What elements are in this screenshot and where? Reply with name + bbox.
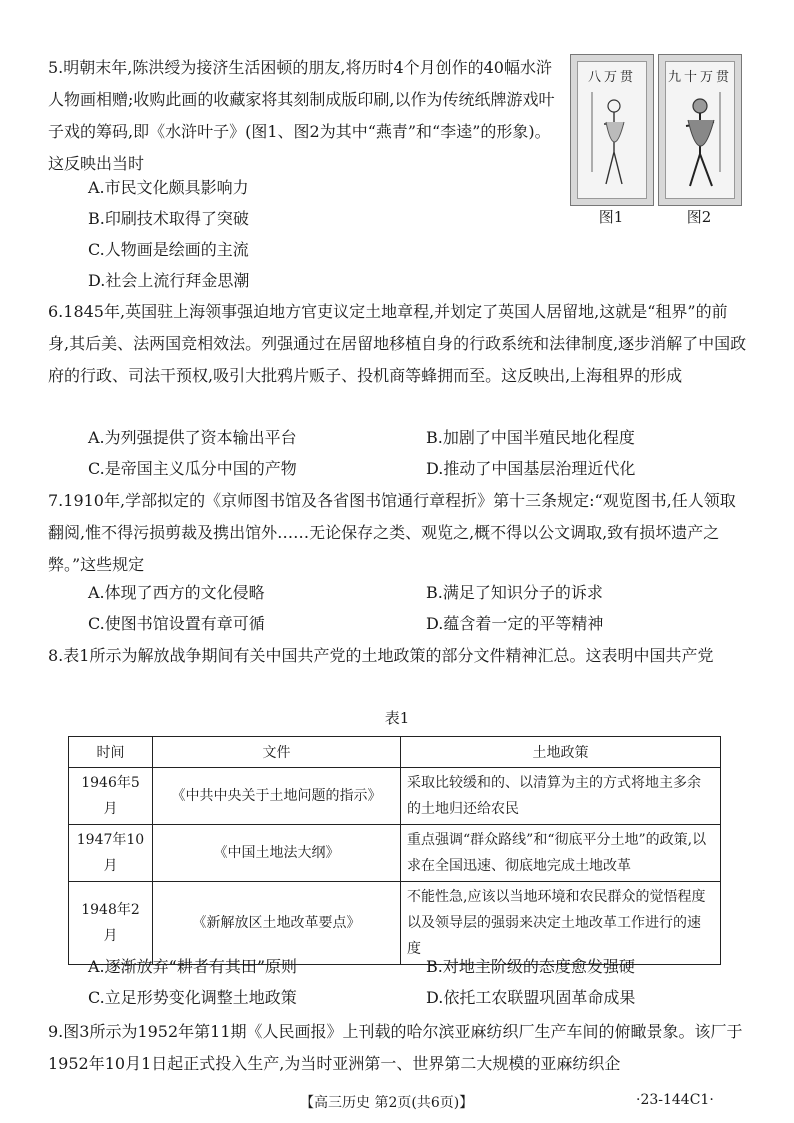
table-cell-policy: 采取比较缓和的、以清算为主的方式将地主多余的土地归还给农民 bbox=[401, 768, 721, 825]
figure-1-caption: 图1 bbox=[598, 208, 624, 226]
table-header-document: 文件 bbox=[153, 737, 401, 768]
q6-option-c: C.是帝国主义瓜分中国的产物 bbox=[88, 459, 297, 478]
question-8 bbox=[48, 640, 748, 672]
figure-1-title: 八万贯 bbox=[587, 70, 636, 85]
question-7 bbox=[48, 485, 748, 581]
q8-option-c: C.立足形势变化调整土地政策 bbox=[88, 988, 297, 1007]
question-5 bbox=[48, 52, 558, 180]
figure-1-yanqing bbox=[570, 54, 654, 206]
q5-option-b: B.印刷技术取得了突破 bbox=[88, 209, 249, 228]
land-policy-table bbox=[68, 736, 721, 965]
table-header-row bbox=[69, 737, 721, 768]
q7-option-d: D.蕴含着一定的平等精神 bbox=[426, 614, 604, 633]
q5-option-c: C.人物画是绘画的主流 bbox=[88, 240, 249, 259]
table-header-policy: 土地政策 bbox=[401, 737, 721, 768]
q5-option-d: D.社会上流行拜金思潮 bbox=[88, 271, 250, 290]
q5-option-a: A.市民文化颇具影响力 bbox=[88, 178, 249, 197]
q6-option-d: D.推动了中国基层治理近代化 bbox=[426, 459, 636, 478]
table-header-time: 时间 bbox=[69, 737, 153, 768]
table-cell-policy: 不能性急,应该以当地环境和农民群众的觉悟程度以及领导层的强弱来决定土地改革工作进行的速度 bbox=[401, 882, 721, 965]
question-9-stem: 9.图3所示为1952年第11期《人民画报》上刊载的哈尔滨亚麻纺织厂生产车间的俯瞰景象。该厂于1952年10月1日起正式投入生产,为当时亚洲第一、世界第二大规模的亚麻纺织企 bbox=[48, 1022, 743, 1073]
question-6 bbox=[48, 296, 748, 392]
figure-2-title: 九十万贯 bbox=[667, 70, 732, 85]
question-9 bbox=[48, 1016, 748, 1080]
table-cell-time: 1946年5月 bbox=[69, 768, 153, 825]
q8-option-d: D.依托工农联盟巩固革命成果 bbox=[426, 988, 636, 1007]
figure-2-likui bbox=[658, 54, 742, 206]
q7-option-a: A.体现了西方的文化侵略 bbox=[88, 583, 265, 602]
table-cell-time: 1947年10月 bbox=[69, 825, 153, 882]
question-5-stem: 5.明朝末年,陈洪绶为接济生活困顿的朋友,将历时4个月创作的40幅水浒人物画相赠;收购此画的收藏家将其刻制成版印刷,以作为传统纸牌游戏叶子戏的筹码,即《水浒叶子》(图1、图2为其中“燕青”和“李逵”的形象)。这反映出当时 bbox=[48, 58, 555, 173]
q7-option-b: B.满足了知识分子的诉求 bbox=[426, 583, 603, 602]
question-8-stem: 8.表1所示为解放战争期间有关中国共产党的土地政策的部分文件精神汇总。这表明中国共产党 bbox=[48, 646, 714, 665]
q8-option-b: B.对地主阶级的态度愈发强硬 bbox=[426, 957, 635, 976]
table-cell-time: 1948年2月 bbox=[69, 882, 153, 965]
table-cell-policy: 重点强调“群众路线”和“彻底平分土地”的政策,以求在全国迅速、彻底地完成土地改革 bbox=[401, 825, 721, 882]
table-1-caption: 表1 bbox=[384, 709, 410, 727]
footer-page-info: 【高三历史 第2页(共6页)】 bbox=[300, 1095, 474, 1111]
table-row bbox=[69, 768, 721, 825]
q6-option-a: A.为列强提供了资本输出平台 bbox=[88, 428, 297, 447]
q8-option-a: A.逐渐放弃“耕者有其田”原则 bbox=[88, 957, 298, 976]
table-cell-document: 《中共中央关于土地问题的指示》 bbox=[153, 768, 401, 825]
q5-figures bbox=[566, 54, 746, 230]
table-row bbox=[69, 825, 721, 882]
footer-code: ·23-144C1· bbox=[636, 1092, 714, 1108]
figure-2-caption: 图2 bbox=[686, 208, 712, 226]
table-cell-document: 《中国土地法大纲》 bbox=[153, 825, 401, 882]
question-7-stem: 7.1910年,学部拟定的《京师图书馆及各省图书馆通行章程折》第十三条规定:“观览图书,任人领取翻阅,惟不得污损剪裁及携出馆外……无论保存之类、观览之,概不得以公文调取,致有损坏遗产之弊。”这些规定 bbox=[48, 491, 736, 574]
q6-option-b: B.加剧了中国半殖民地化程度 bbox=[426, 428, 635, 447]
figure-2-illustration bbox=[666, 62, 734, 198]
table-cell-document: 《新解放区土地改革要点》 bbox=[153, 882, 401, 965]
q7-option-c: C.使图书馆设置有章可循 bbox=[88, 614, 265, 633]
question-6-stem: 6.1845年,英国驻上海领事强迫地方官吏议定土地章程,并划定了英国人居留地,这就是“租界”的前身,其后美、法两国竞相效法。列强通过在居留地移植自身的行政系统和法律制度,逐步消解了中国政府的行政、司法干预权,吸引大批鸦片贩子、投机商等蜂拥而至。这反映出,上海租界的形成 bbox=[48, 302, 747, 385]
figure-1-illustration bbox=[578, 62, 646, 198]
